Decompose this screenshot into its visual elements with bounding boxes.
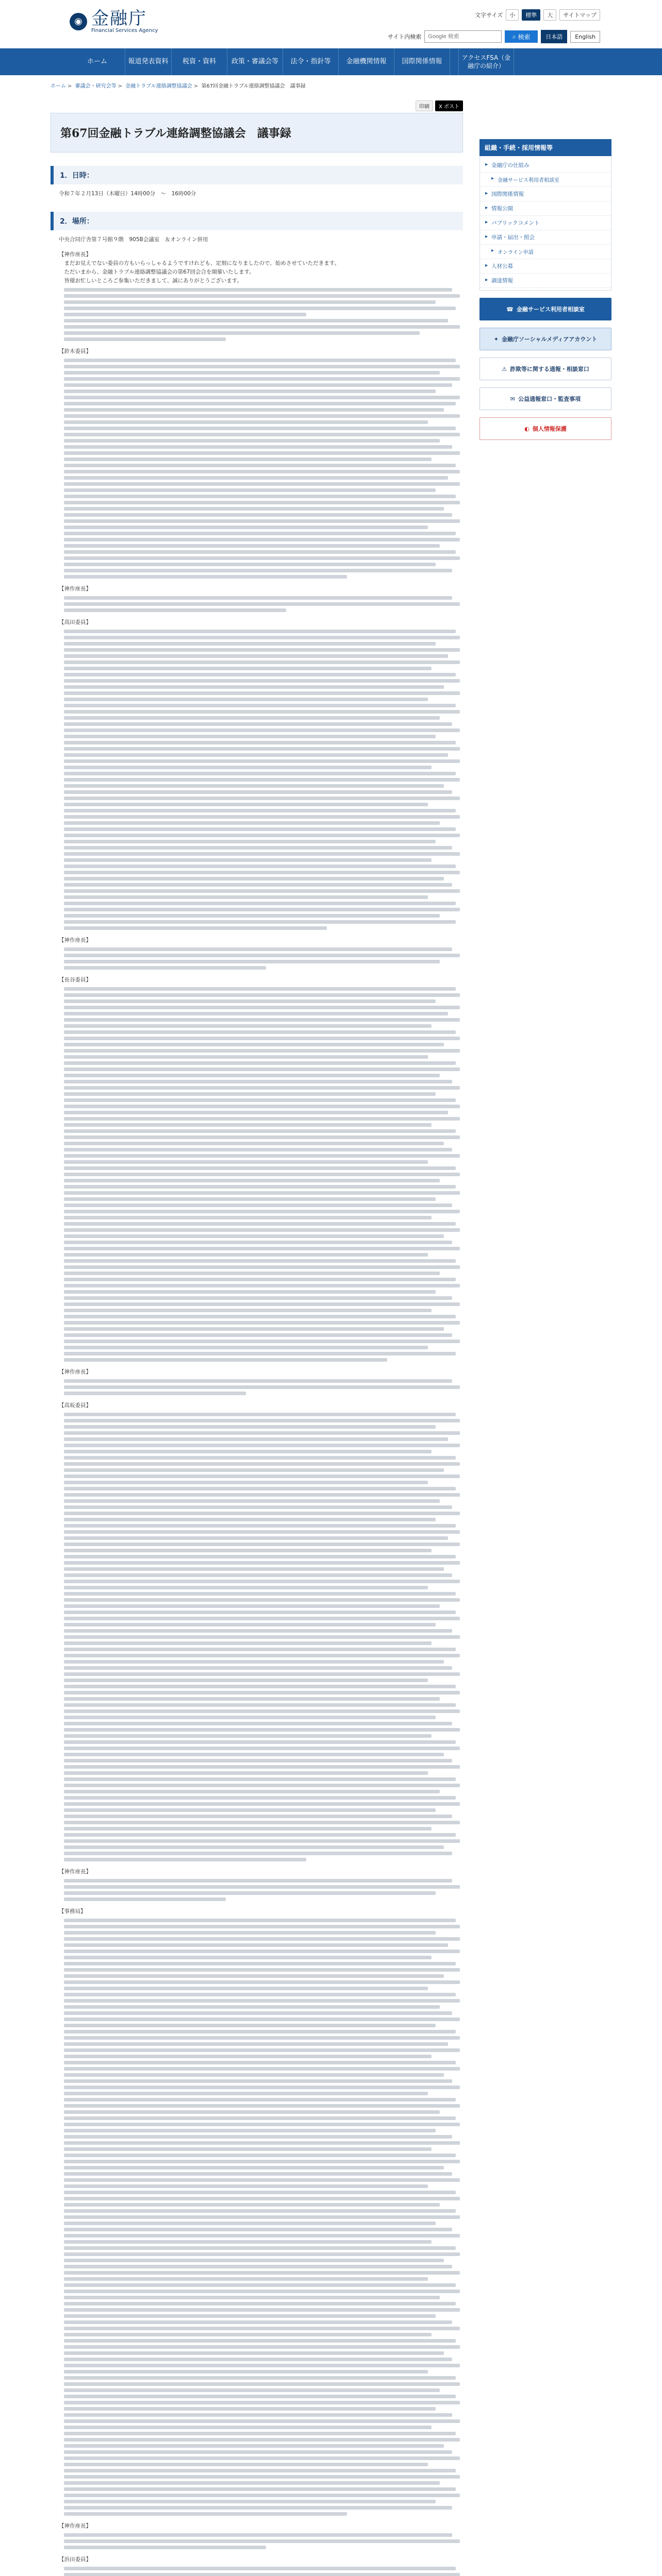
- lang-jp-button[interactable]: 日本語: [541, 30, 567, 43]
- banner-report[interactable]: [479, 387, 611, 410]
- font-size-label: 文字サイズ: [475, 12, 503, 19]
- minutes-line: まだお見えでない委員の方もいらっしゃるようですけれども、定刻になりましたので、始めさせていただきます。: [64, 260, 340, 266]
- breadcrumb-councils[interactable]: 審議会・研究会等: [75, 83, 117, 89]
- nav-press[interactable]: 報道発表資料: [125, 48, 172, 75]
- speaker-label: 【事務局】: [59, 1908, 86, 1914]
- minutes-line: ただいまから、金融トラブル連絡調整協議会の第67回会合を開催いたします。: [64, 269, 255, 275]
- utility-links: [475, 9, 600, 21]
- speaker-label: 【神作座長】: [59, 1869, 91, 1875]
- section-place-heading: 2．場所：: [51, 212, 463, 230]
- nav-policy[interactable]: 政策・審議会等: [227, 48, 283, 75]
- banner-privacy[interactable]: [479, 417, 611, 440]
- main-content: [51, 100, 463, 2576]
- banner-sns[interactable]: [479, 328, 611, 350]
- sidebar-item-disclosure[interactable]: ▸ 情報公開: [480, 201, 611, 216]
- banner-report-label: 公益通報窓口・監査事項: [518, 396, 581, 402]
- sidebar-item-public-comment[interactable]: ▸ パブリックコメント: [480, 216, 611, 230]
- banner-consult-label: 詐欺等に関する通報・相談窓口: [509, 366, 589, 372]
- sidebar-list: [479, 156, 611, 291]
- logo-emblem-icon: ◉: [70, 13, 87, 30]
- minutes-text-block: [59, 987, 463, 1362]
- minutes-text-block: [59, 947, 463, 970]
- font-size-large-button[interactable]: 大: [543, 9, 556, 21]
- breadcrumb-home[interactable]: ホーム: [51, 83, 66, 89]
- section-date-heading: 1．日時：: [51, 166, 463, 184]
- nav-docs[interactable]: 税資・資料: [172, 48, 227, 75]
- sidebar: [479, 139, 611, 440]
- share-buttons: [416, 100, 463, 111]
- print-button[interactable]: 印刷: [416, 100, 433, 111]
- sitemap-link[interactable]: サイトマップ: [559, 9, 600, 21]
- sidebar-item-organization[interactable]: ▸ 金融庁の仕組み: [480, 158, 611, 173]
- speaker-label: 【長谷委員】: [59, 977, 91, 983]
- page-title: 第67回金融トラブル連絡調整協議会 議事録: [51, 113, 463, 152]
- minutes-text-block: [59, 359, 463, 579]
- banner-consult[interactable]: [479, 358, 611, 380]
- phone-icon: ☎: [506, 306, 514, 313]
- speaker-label: 【神作座長】: [59, 1369, 91, 1375]
- logo-en: Financial Services Agency: [91, 28, 158, 33]
- minutes-text-block: [59, 288, 463, 341]
- minutes-text-block: [59, 630, 463, 930]
- minutes-text-block: [59, 1379, 463, 1395]
- nav-laws[interactable]: 法令・指針等: [283, 48, 339, 75]
- speaker-label: 【神作座長】: [59, 251, 91, 258]
- search-button-label: 検索: [518, 33, 531, 41]
- breadcrumb: ホーム > 審議会・研究会等 > 金融トラブル連絡調整協議会 > 第67回金融トラブル連絡調整協議会 議事録: [51, 83, 306, 89]
- search-area: [388, 30, 600, 43]
- banner-counseling[interactable]: [479, 298, 611, 320]
- logo-jp: 金融庁: [91, 8, 147, 29]
- speaker-label: 【浜田委員】: [59, 2556, 91, 2563]
- sidebar-item-procurement[interactable]: ▸ 調達情報: [480, 274, 611, 288]
- breadcrumb-council[interactable]: 金融トラブル連絡調整協議会: [125, 83, 192, 89]
- lang-en-button[interactable]: English: [570, 31, 600, 43]
- global-nav: [0, 48, 662, 75]
- search-icon: ⌕: [512, 32, 516, 40]
- minutes-text-block: [59, 1879, 463, 1901]
- speaker-label: 【高田委員】: [59, 619, 91, 625]
- minutes-text-block: [59, 2567, 463, 2576]
- minutes-text-block: [59, 2533, 463, 2549]
- mail-icon: ✉: [510, 395, 516, 402]
- nav-access[interactable]: アクセスFSA（金融庁の紹介）: [458, 48, 514, 75]
- x-post-button[interactable]: X ポスト: [435, 100, 463, 111]
- sidebar-item-international[interactable]: ▸ 国際関係情報: [480, 187, 611, 201]
- minutes-body: [51, 250, 463, 2576]
- warning-icon: ⚠: [502, 365, 507, 372]
- sidebar-item-applications[interactable]: ▸ 申請・届出・照会: [480, 230, 611, 245]
- speaker-label: 【高坂委員】: [59, 1402, 91, 1409]
- sidebar-item-recruitment[interactable]: ▸ 人材公募: [480, 259, 611, 274]
- nav-international[interactable]: 国際関係情報: [394, 48, 450, 75]
- nav-institutions[interactable]: 金融機関情報: [339, 48, 394, 75]
- speaker-label: 【神作座長】: [59, 937, 91, 943]
- speaker-label: 【鈴木委員】: [59, 348, 91, 354]
- font-size-standard-button[interactable]: 標準: [522, 9, 540, 21]
- date-text: 令和７年２月13日（木曜日）14時00分 ～ 16時00分: [59, 191, 196, 197]
- font-size-small-button[interactable]: 小: [506, 9, 519, 21]
- search-button[interactable]: [505, 30, 538, 43]
- sidebar-item-counseling[interactable]: ▸ 金融サービス利用者相談室: [480, 173, 611, 187]
- minutes-text-block: [59, 1919, 463, 2516]
- minutes-text-block: [59, 1413, 463, 1861]
- banner-sns-label: 金融庁ソーシャルメディアアカウント: [501, 336, 598, 343]
- privacy-mark-icon: ◐: [524, 425, 529, 432]
- nav-home[interactable]: ホーム: [70, 48, 125, 75]
- site-logo[interactable]: [70, 9, 158, 33]
- sidebar-heading: 組織・手続・採用情報等: [479, 139, 611, 156]
- sidebar-item-online-application[interactable]: ▸ オンライン申請: [480, 245, 611, 259]
- minutes-line: 皆様お忙しいところご参集いただきまして、誠にありがとうございます。: [64, 278, 242, 284]
- breadcrumb-current: 第67回金融トラブル連絡調整協議会 議事録: [201, 83, 306, 89]
- place-text: 中央合同庁舎第７号館９階 905B会議室 ＆オンライン併用: [59, 236, 208, 243]
- speaker-label: 【神作座長】: [59, 2523, 91, 2529]
- banner-privacy-label: 個人情報保護: [532, 426, 567, 432]
- site-header: [0, 0, 662, 48]
- search-input[interactable]: [424, 30, 502, 43]
- social-icon: ✦: [493, 335, 499, 343]
- banner-counseling-label: 金融サービス利用者相談室: [516, 306, 585, 313]
- speaker-label: 【神作座長】: [59, 586, 91, 592]
- search-label: サイト内検索: [388, 33, 422, 40]
- minutes-text-block: [59, 596, 463, 612]
